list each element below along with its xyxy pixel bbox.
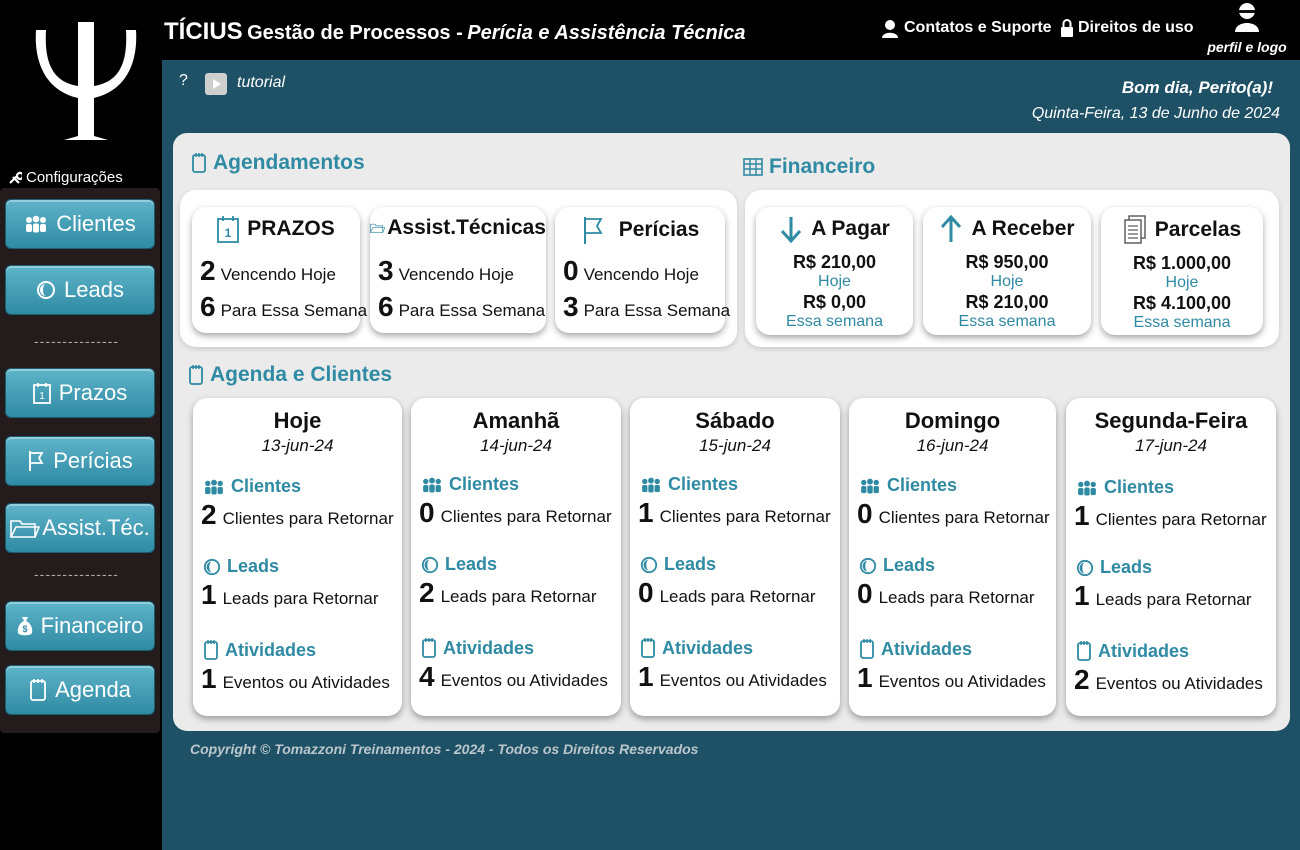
day-date: 13-jun-24 [261, 436, 334, 455]
a-pagar-label: A Pagar [811, 217, 890, 240]
notepad-icon [29, 678, 47, 702]
svg-text:$: $ [22, 624, 28, 634]
leads-count: 2 [419, 577, 435, 608]
atividades-count: 1 [201, 663, 217, 694]
contact-label: Contatos e Suporte [904, 19, 1052, 36]
a-pagar-today-value: R$ 210,00 [792, 252, 877, 272]
assist-week-label: Para Essa Semana [398, 301, 546, 320]
atividades-heading-label: Atividades [443, 637, 535, 658]
notepad-icon [203, 639, 219, 661]
parcelas-week-label: Essa semana [1133, 314, 1231, 331]
prazos-week-stat [200, 291, 367, 323]
leads-count: 1 [1074, 580, 1090, 611]
profile-label: perfil e logo [1207, 39, 1287, 55]
clientes-heading [203, 476, 301, 497]
assist-week-count: 6 [378, 291, 394, 322]
a-receber-week-value: R$ 210,00 [965, 292, 1049, 312]
agenda-clientes-title [188, 363, 392, 387]
menu-assist-button[interactable] [5, 503, 155, 553]
atividades-count: 2 [1074, 664, 1090, 695]
atividades-stat [201, 663, 390, 695]
support-person-icon [880, 18, 900, 38]
atividades-text: Eventos ou Atividades [440, 671, 608, 690]
atividades-count: 1 [638, 661, 654, 692]
psi-logo-icon [26, 20, 146, 145]
tutorial-link[interactable]: tutorial [237, 74, 286, 91]
a-pagar-week-value: R$ 0,00 [802, 292, 867, 312]
day-card-sabado[interactable] [630, 398, 840, 716]
prazos-week-count: 6 [200, 291, 216, 322]
usage-rights-link[interactable] [1060, 18, 1194, 38]
menu-pericias-label: Perícias [53, 448, 133, 473]
clientes-heading-label: Clientes [231, 476, 302, 496]
people-icon [640, 477, 662, 493]
config-label: Configurações [26, 169, 123, 186]
menu-agenda-label: Agenda [55, 677, 131, 702]
menu-separator: --------------- [34, 333, 119, 349]
assist-today-stat [378, 255, 514, 287]
prazos-card[interactable] [192, 207, 368, 333]
leads-heading-label: Leads [1100, 557, 1153, 577]
day-card-hoje[interactable] [193, 398, 402, 716]
a-receber-today-value: R$ 950,00 [965, 252, 1049, 272]
pericias-week-count: 3 [563, 291, 579, 322]
menu-financeiro-label: Financeiro [40, 613, 144, 638]
clientes-count: 0 [857, 498, 873, 529]
a-pagar-title [756, 215, 913, 243]
greeting: Bom dia, Perito(a)! [1121, 78, 1273, 97]
notepad-icon [859, 638, 875, 660]
arrow-up-icon [939, 215, 963, 243]
parcelas-card[interactable] [1101, 207, 1263, 335]
agendamentos-label: Agendamentos [213, 151, 365, 174]
clientes-heading-label: Clientes [449, 474, 520, 494]
assist-week-stat [378, 291, 545, 323]
atividades-heading [203, 639, 316, 661]
atividades-heading [640, 637, 753, 659]
clientes-text: Clientes para Retornar [440, 507, 612, 526]
svg-text:1: 1 [38, 391, 45, 402]
financeiro-label: Financeiro [769, 155, 876, 178]
leads-heading [859, 555, 935, 576]
menu-financeiro-button[interactable] [5, 601, 155, 651]
menu-clientes-button[interactable] [5, 199, 155, 249]
a-receber-today-label: Hoje [990, 273, 1024, 290]
atividades-heading-label: Atividades [1098, 640, 1190, 661]
app-subtitle: Gestão de Processos - [247, 22, 463, 44]
clientes-count: 0 [419, 497, 435, 528]
atividades-heading-label: Atividades [881, 638, 973, 659]
current-date: Quinta-Feira, 13 de Junho de 2024 [1031, 105, 1280, 122]
a-pagar-card[interactable] [756, 207, 913, 335]
main-panel [173, 133, 1290, 731]
pericias-week-stat [563, 291, 730, 323]
play-icon [205, 73, 227, 95]
clientes-stat [201, 499, 394, 531]
menu-leads-button[interactable] [5, 265, 155, 315]
pericias-today-stat [563, 255, 699, 287]
people-icon [421, 477, 443, 493]
day-date: 14-jun-24 [480, 436, 552, 455]
arrow-down-icon [779, 215, 803, 243]
day-name: Sábado [695, 408, 775, 433]
day-card-segunda[interactable] [1066, 398, 1276, 716]
pericias-card[interactable] [555, 207, 731, 333]
folder-icon [370, 215, 385, 241]
leads-heading-label: Leads [227, 556, 280, 576]
prazos-today-label: Vencendo Hoje [220, 265, 336, 284]
a-receber-week-label: Essa semana [958, 313, 1056, 330]
menu-clientes-label: Clientes [56, 211, 136, 236]
leads-heading-label: Leads [445, 554, 498, 574]
lead-icon [36, 280, 56, 300]
lock-icon [1060, 18, 1074, 38]
atividades-text: Eventos ou Atividades [1095, 674, 1263, 693]
atividades-text: Eventos ou Atividades [878, 672, 1046, 691]
atividades-count: 4 [419, 661, 435, 692]
prazos-card-title [192, 215, 360, 243]
leads-heading [203, 556, 279, 577]
clientes-stat [1074, 500, 1267, 532]
flag-icon [581, 215, 605, 245]
people-icon [859, 478, 881, 494]
atividades-stat [419, 661, 608, 693]
leads-stat [1074, 580, 1252, 612]
day-date: 17-jun-24 [1135, 436, 1207, 455]
notepad-icon [188, 364, 204, 386]
clientes-count: 1 [638, 497, 654, 528]
day-date: 16-jun-24 [916, 436, 989, 455]
clientes-stat [419, 497, 612, 529]
leads-count: 0 [638, 577, 654, 608]
leads-stat [201, 579, 379, 611]
leads-text: Leads para Retornar [440, 587, 597, 606]
leads-text: Leads para Retornar [878, 588, 1035, 607]
svg-text:1: 1 [224, 226, 232, 240]
assist-title-label: Assist.Técnicas [387, 216, 546, 239]
people-icon [24, 215, 48, 233]
notepad-icon [640, 637, 656, 659]
assist-card-title [370, 215, 546, 241]
assist-today-label: Vencendo Hoje [398, 265, 514, 284]
parcelas-title [1101, 215, 1263, 245]
pericias-card-title [555, 215, 725, 245]
day-name: Segunda-Feira [1094, 408, 1248, 433]
lead-icon [421, 556, 439, 574]
leads-stat [419, 577, 597, 609]
leads-count: 1 [201, 579, 217, 610]
lead-icon [859, 557, 877, 575]
menu-pericias-button[interactable] [5, 436, 155, 486]
parcelas-today-value: R$ 1.000,00 [1132, 253, 1232, 273]
prazos-today-count: 2 [200, 255, 216, 286]
contact-support-link[interactable] [880, 18, 1052, 38]
atividades-stat [1074, 664, 1263, 696]
parcelas-label: Parcelas [1154, 218, 1242, 241]
leads-stat [638, 577, 816, 609]
assist-tecnicas-card[interactable] [370, 207, 546, 333]
app-subtitle-italic: Perícia e Assistência Técnica [467, 22, 746, 44]
notepad-icon [1076, 640, 1092, 662]
lead-icon [640, 556, 658, 574]
day-name: Hoje [273, 408, 322, 433]
clientes-heading-label: Clientes [887, 475, 958, 495]
rights-label: Direitos de uso [1078, 19, 1194, 36]
agenda-clientes-label: Agenda e Clientes [210, 363, 393, 386]
copyright-footer: Copyright © Tomazzoni Treinamentos - 2024 - Todos os Direitos Reservados [190, 741, 699, 757]
menu-assist-label: Assist.Téc. [42, 515, 150, 540]
leads-heading-label: Leads [664, 554, 717, 574]
clientes-count: 2 [201, 499, 217, 530]
menu-agenda-button[interactable] [5, 665, 155, 715]
people-icon [203, 479, 225, 495]
assist-today-count: 3 [378, 255, 394, 286]
atividades-heading-label: Atividades [225, 639, 317, 660]
flag-icon [27, 450, 45, 472]
prazos-title-label: PRAZOS [247, 217, 335, 240]
atividades-stat [638, 661, 827, 693]
pericias-today-label: Vencendo Hoje [583, 265, 699, 284]
atividades-count: 1 [857, 662, 873, 693]
lead-icon [203, 558, 221, 576]
clientes-stat [857, 498, 1050, 530]
table-grid-icon [743, 158, 763, 176]
leads-text: Leads para Retornar [659, 587, 816, 606]
agendamentos-title [191, 151, 365, 175]
menu-leads-label: Leads [64, 277, 124, 302]
folder-icon [10, 517, 40, 539]
leads-stat [857, 578, 1035, 610]
a-receber-card[interactable] [923, 207, 1091, 335]
parcelas-week-value: R$ 4.100,00 [1132, 293, 1232, 313]
app-brand: TÍCIUS [164, 18, 243, 45]
tools-icon [8, 171, 22, 185]
leads-heading [421, 554, 497, 575]
clientes-heading-label: Clientes [668, 474, 739, 494]
financeiro-title [743, 155, 875, 179]
clientes-heading [1076, 477, 1174, 498]
atividades-stat [857, 662, 1046, 694]
menu-prazos-button[interactable] [5, 368, 155, 418]
clientes-text: Clientes para Retornar [659, 507, 831, 526]
clientes-heading [640, 474, 738, 495]
documents-icon [1123, 215, 1147, 245]
money-bag-icon [17, 615, 33, 637]
leads-heading [1076, 557, 1152, 578]
atividades-heading [1076, 640, 1189, 662]
atividades-heading [421, 637, 534, 659]
atividades-heading [859, 638, 972, 660]
atividades-heading-label: Atividades [662, 637, 754, 658]
leads-count: 0 [857, 578, 873, 609]
a-receber-title [923, 215, 1091, 243]
day-date: 15-jun-24 [699, 436, 771, 455]
clientes-stat [638, 497, 831, 529]
clientes-text: Clientes para Retornar [222, 509, 394, 528]
clientes-text: Clientes para Retornar [878, 508, 1050, 527]
avatar-icon [1234, 2, 1260, 32]
day-card-amanha[interactable] [411, 398, 621, 716]
leads-text: Leads para Retornar [222, 589, 379, 608]
a-receber-label: A Receber [971, 217, 1075, 240]
notepad-icon [191, 152, 207, 174]
lead-icon [1076, 559, 1094, 577]
calendar-icon [217, 215, 239, 243]
menu-prazos-label: Prazos [58, 380, 128, 405]
profile-logo-button[interactable] [1200, 2, 1294, 55]
clientes-heading-label: Clientes [1104, 477, 1175, 497]
a-pagar-week-label: Essa semana [786, 313, 883, 330]
tutorial-play-button[interactable] [205, 73, 227, 95]
clientes-text: Clientes para Retornar [1095, 510, 1267, 529]
clientes-count: 1 [1074, 500, 1090, 531]
leads-heading [640, 554, 716, 575]
leads-heading-label: Leads [883, 555, 936, 575]
notepad-icon [421, 637, 437, 659]
pericias-week-label: Para Essa Semana [583, 301, 731, 320]
leads-text: Leads para Retornar [1095, 590, 1252, 609]
day-card-domingo[interactable] [849, 398, 1056, 716]
pericias-today-count: 0 [563, 255, 579, 286]
day-name: Domingo [904, 408, 1001, 433]
sidebar [0, 0, 162, 850]
people-icon [1076, 480, 1098, 496]
help-button[interactable]: ? [179, 72, 188, 89]
a-pagar-today-label: Hoje [818, 273, 851, 290]
atividades-text: Eventos ou Atividades [222, 673, 390, 692]
pericias-title-label: Perícias [618, 218, 700, 241]
prazos-today-stat [200, 255, 336, 287]
atividades-text: Eventos ou Atividades [659, 671, 827, 690]
clientes-heading [859, 475, 957, 496]
menu-separator: --------------- [34, 566, 119, 582]
app-title [164, 18, 746, 46]
day-name: Amanhã [472, 408, 560, 433]
clientes-heading [421, 474, 519, 495]
prazos-week-label: Para Essa Semana [220, 301, 368, 320]
parcelas-today-label: Hoje [1165, 274, 1199, 291]
calendar-icon [33, 382, 51, 404]
config-link[interactable] [8, 169, 123, 186]
